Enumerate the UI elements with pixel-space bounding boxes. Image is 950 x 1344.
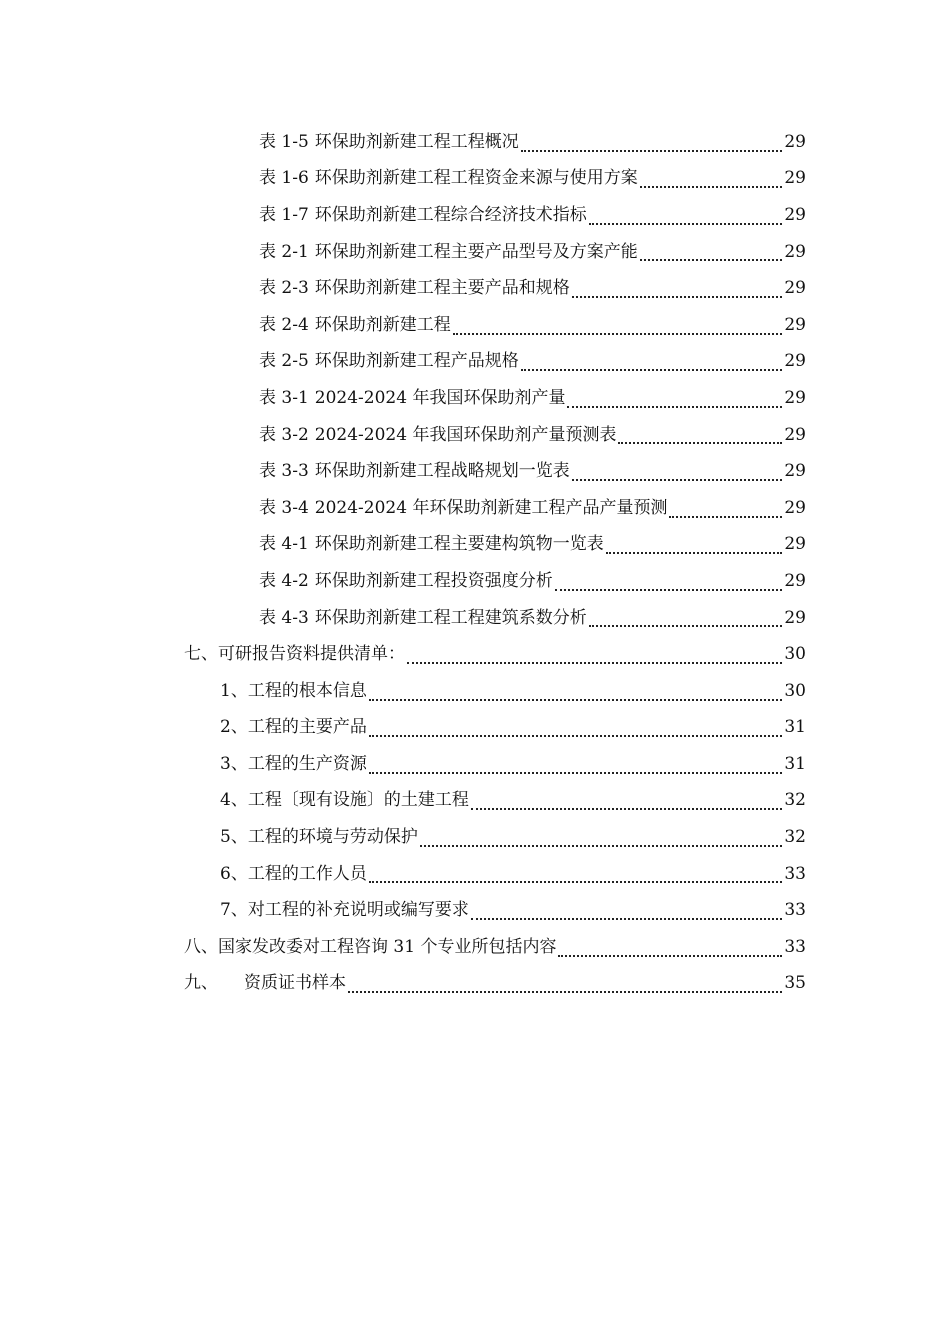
toc-entry-title: 2024-2024 年环保助剂新建工程产品产量预测 — [314, 497, 668, 518]
dot-leader — [369, 771, 783, 774]
toc-entry-number: 表 2-1 — [259, 241, 309, 262]
dot-leader — [669, 515, 782, 518]
toc-entry-number: 表 4-2 — [259, 570, 309, 591]
toc-entry-text — [259, 387, 566, 408]
toc-entry-title: 2024-2024 年我国环保助剂产量预测表 — [314, 424, 617, 445]
toc-entry-number: 表 4-3 — [259, 607, 309, 628]
dot-leader — [606, 551, 783, 554]
toc-entry-text — [259, 570, 553, 591]
dot-leader — [572, 478, 783, 481]
toc-entry-page: 29 — [784, 131, 806, 152]
toc-entry-title: 七、可研报告资料提供清单： — [184, 644, 405, 665]
dot-leader — [369, 698, 783, 701]
toc-entry-title: 6、工程的工作人员 — [220, 863, 367, 884]
toc-entry[interactable] — [0, 270, 950, 307]
toc-entry-text — [259, 131, 519, 152]
toc-entry-title: 环保助剂新建工程战略规划一览表 — [314, 461, 570, 482]
toc-entry-text — [220, 792, 469, 809]
dot-leader — [471, 917, 783, 920]
toc-entry-page: 33 — [784, 900, 806, 921]
toc-entry-title: 1、工程的根本信息 — [220, 680, 367, 701]
dot-leader — [640, 185, 783, 188]
dot-leader — [369, 734, 783, 737]
toc-entry-page: 29 — [784, 497, 806, 518]
toc-entry[interactable] — [0, 124, 950, 161]
toc-entry-text — [259, 353, 519, 370]
dot-leader — [369, 880, 783, 883]
toc-entry-page: 29 — [784, 278, 806, 299]
toc-entry-number: 表 3-1 — [259, 387, 309, 408]
toc-entry-title: 资质证书样本 — [244, 973, 346, 994]
toc-entry-page: 29 — [784, 204, 806, 225]
toc-entry-page: 29 — [784, 607, 806, 628]
dot-leader — [471, 807, 783, 810]
toc-entry[interactable] — [0, 344, 950, 381]
toc-entry-text — [259, 241, 638, 262]
dot-leader — [521, 149, 783, 152]
toc-entry-number: 九、 — [184, 973, 218, 994]
toc-entry-title: 4、工程〔现有设施〕的土建工程 — [220, 790, 469, 811]
dot-leader — [348, 990, 782, 993]
dot-leader — [420, 844, 783, 847]
toc-entry[interactable] — [0, 856, 950, 893]
dot-leader — [558, 954, 782, 957]
toc-entry-page: 29 — [784, 351, 806, 372]
toc-entry-page: 29 — [784, 570, 806, 591]
dot-leader — [555, 588, 783, 591]
toc-entry-title: 7、对工程的补充说明或编写要求 — [220, 900, 469, 921]
toc-entry-text — [220, 863, 367, 884]
toc-entry[interactable] — [0, 161, 950, 198]
toc-entry-text — [184, 646, 405, 663]
toc-entry[interactable] — [0, 710, 950, 747]
toc-entry[interactable] — [0, 197, 950, 234]
toc-entry-number: 表 3-4 — [259, 497, 309, 518]
toc-entry[interactable] — [0, 234, 950, 271]
toc-entry[interactable] — [0, 527, 950, 564]
toc-entry-text — [220, 680, 367, 701]
toc-entry[interactable] — [0, 929, 950, 966]
toc-entry-page: 29 — [784, 534, 806, 555]
toc-entry-text — [259, 424, 617, 445]
toc-entry-number: 表 3-3 — [259, 461, 309, 482]
toc-entry-text — [184, 936, 557, 957]
dot-leader — [453, 332, 783, 335]
toc-entry-number: 表 1-5 — [259, 131, 309, 152]
toc-entry-title: 3、工程的生产资源 — [220, 753, 367, 774]
toc-entry-page: 29 — [784, 461, 806, 482]
toc-entry-text — [184, 975, 346, 992]
toc-entry-title: 2、工程的主要产品 — [220, 717, 367, 738]
toc-entry-number: 表 2-5 — [259, 351, 309, 372]
toc-entry-page: 32 — [784, 790, 806, 811]
toc-entry[interactable] — [0, 819, 950, 856]
toc-entry[interactable] — [0, 892, 950, 929]
dot-leader — [618, 441, 782, 444]
toc-entry-title: 环保助剂新建工程综合经济技术指标 — [314, 204, 587, 225]
toc-entry-title: 环保助剂新建工程主要产品和规格 — [314, 278, 570, 299]
toc-entry-title: 环保助剂新建工程主要建构筑物一览表 — [314, 534, 604, 555]
toc-entry-page: 32 — [784, 827, 806, 848]
toc-entry-title: 八、国家发改委对工程咨询 31 个专业所包括内容 — [184, 936, 557, 957]
toc-entry-page: 31 — [784, 753, 806, 774]
toc-entry-page: 29 — [784, 387, 806, 408]
toc-entry-text — [259, 204, 587, 225]
toc-entry-number: 表 2-3 — [259, 278, 309, 299]
toc-entry[interactable] — [0, 380, 950, 417]
dot-leader — [640, 258, 783, 261]
toc-entry-title: 5、工程的环境与劳动保护 — [220, 827, 418, 848]
toc-entry-title: 环保助剂新建工程投资强度分析 — [314, 570, 553, 591]
toc-entry[interactable] — [0, 453, 950, 490]
toc-entry[interactable] — [0, 563, 950, 600]
toc-entry-title: 环保助剂新建工程主要产品型号及方案产能 — [314, 241, 638, 262]
toc-entry[interactable] — [0, 307, 950, 344]
toc-entry[interactable] — [0, 746, 950, 783]
dot-leader — [407, 661, 782, 664]
toc-entry-title: 环保助剂新建工程工程建筑系数分析 — [314, 607, 587, 628]
toc-entry-page: 29 — [784, 424, 806, 445]
toc-entry-page: 29 — [784, 314, 806, 335]
toc-entry-page: 33 — [784, 863, 806, 884]
dot-leader — [521, 368, 783, 371]
dot-leader — [589, 222, 783, 225]
toc-entry-page: 30 — [784, 680, 806, 701]
toc-entry-text — [259, 607, 587, 628]
dot-leader — [589, 624, 783, 627]
toc-entry-page: 30 — [784, 644, 806, 665]
toc-entry-text — [220, 829, 418, 846]
toc-entry-text — [259, 536, 604, 553]
toc-entry[interactable] — [0, 417, 950, 454]
toc-entry-text — [259, 170, 638, 187]
toc-entry-page: 33 — [784, 936, 806, 957]
toc-entry-text — [220, 753, 367, 774]
toc-entry-title: 环保助剂新建工程工程资金来源与使用方案 — [314, 168, 638, 189]
toc-entry-text — [220, 719, 367, 736]
toc-entry-number: 表 1-7 — [259, 204, 309, 225]
toc-entry-title: 环保助剂新建工程工程概况 — [314, 131, 519, 152]
toc-entry[interactable] — [0, 783, 950, 820]
toc-entry-page: 29 — [784, 168, 806, 189]
toc-entry-text — [259, 463, 570, 480]
toc-entry-title: 环保助剂新建工程 — [314, 314, 451, 335]
table-of-contents — [0, 124, 950, 1002]
toc-entry-text — [259, 280, 570, 297]
toc-entry-page: 29 — [784, 241, 806, 262]
dot-leader — [572, 295, 783, 298]
toc-entry-title: 2024-2024 年我国环保助剂产量 — [314, 387, 566, 408]
toc-entry-title: 环保助剂新建工程产品规格 — [314, 351, 519, 372]
toc-entry-text — [259, 497, 668, 518]
toc-entry-number: 表 3-2 — [259, 424, 309, 445]
toc-entry-text — [220, 902, 469, 919]
dot-leader — [567, 405, 782, 408]
toc-entry[interactable] — [0, 490, 950, 527]
toc-entry-page: 31 — [784, 717, 806, 738]
toc-entry[interactable] — [0, 600, 950, 637]
toc-entry-text — [259, 314, 451, 335]
toc-entry[interactable] — [0, 636, 950, 673]
toc-entry-number: 表 4-1 — [259, 534, 309, 555]
toc-entry-number: 表 1-6 — [259, 168, 309, 189]
toc-entry-page: 35 — [784, 973, 806, 994]
toc-entry[interactable] — [0, 966, 950, 1003]
toc-entry[interactable] — [0, 673, 950, 710]
toc-entry-number: 表 2-4 — [259, 314, 309, 335]
